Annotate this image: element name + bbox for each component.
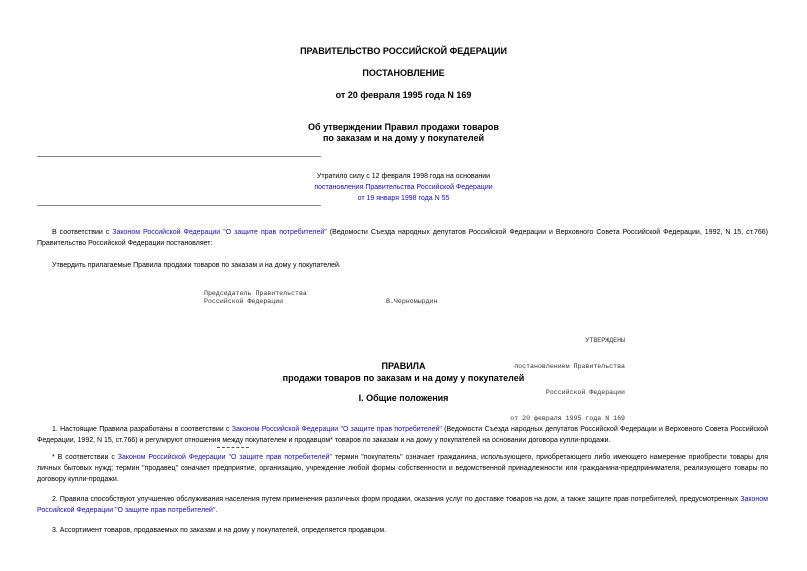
law-link-item1[interactable]: Законом Российской Федерации "О защите прав потребителей": [231, 426, 442, 433]
intro-text-after: (Ведомости Съезда народных депутатов Российской Федерации и Верховного Совета Российской Федерации, 1992, N 15, ст.766) Правительство Российской Федерации постановляет:: [37, 229, 768, 247]
title-line-1: Об утверждении Правил продажи товаров: [308, 122, 499, 132]
approved-line-4: от 20 февраля 1995 года N 169: [510, 414, 625, 422]
intro-paragraph-2: Утвердить прилагаемые Правила продажи товаров по заказам и на дому у покупателей.: [52, 262, 341, 269]
divider-bottom: [37, 205, 321, 206]
intro-paragraph-1: [37, 227, 768, 249]
status-line: Утратило силу с 12 февраля 1998 года на основании: [316, 173, 491, 180]
footnote-text-after: термин "покупатель" означает гражданина, использующего, приобретающего либо имеющего намерение приобрести товары для личных бытовых нужд; термин "продавец" означает предприятие, организацию, учреждение любой формы собственности и ведомственной принадлежности или гражданина-предпринимателя, реализующего товары по договору купли-продажи.: [37, 454, 768, 483]
divider-top: [37, 156, 321, 157]
status-link-2[interactable]: от 19 января 1998 года N 55: [357, 195, 450, 202]
law-link-intro[interactable]: Законом Российской Федерации "О защите прав потребителей": [112, 229, 327, 236]
status-link-1[interactable]: постановления Правительства Российской Федерации: [314, 184, 493, 191]
approved-line-2: постановлением Правительства: [514, 362, 625, 370]
signature-position-1: Председатель Правительства: [204, 290, 307, 297]
intro-text-before: В соответствии с: [52, 229, 113, 236]
item1-text-before: 1. Настоящие Правила разработаны в соответствии с: [52, 426, 232, 433]
item1-text-after: (Ведомости Съезда народных депутатов Российской Федерации и Верховного Совета Российской Федерации, 1992, N 15, ст.766) и регулируют отношения между покупателем и продавцом* товаров по заказам и на дому у покупателей на основании договора купли-продажи.: [37, 426, 768, 444]
rules-title: ПРАВИЛА: [381, 361, 426, 371]
approved-line-1: УТВЕРЖДЕНЫ: [585, 337, 625, 345]
org-heading: ПРАВИТЕЛЬСТВО РОССИЙСКОЙ ФЕДЕРАЦИИ: [300, 46, 507, 56]
footnote-separator: [217, 447, 249, 448]
rules-subtitle: продажи товаров по заказам и на дому у покупателей: [282, 373, 525, 383]
title-line-2: по заказам и на дому у покупателей: [323, 133, 484, 143]
rules-item-3: 3. Ассортимент товаров, продаваемых по заказам и на дому у покупателей, определяется продавцом.: [52, 527, 387, 534]
rules-item-1: [37, 424, 768, 446]
footnote: [37, 452, 768, 485]
doc-type-heading: ПОСТАНОВЛЕНИЕ: [362, 68, 445, 78]
law-link-footnote[interactable]: Законом Российской Федерации "О защите прав потребителей": [117, 454, 332, 461]
law-link-item2[interactable]: Законом Российской Федерации "О защите прав потребителей": [37, 496, 768, 514]
date-number-heading: от 20 февраля 1995 года N 169: [335, 90, 472, 100]
signature-position-2: Российской Федерации: [204, 298, 284, 305]
section-1-heading: I. Общие положения: [358, 393, 449, 403]
footnote-text-before: * В соответствии с: [52, 454, 118, 461]
rules-item-2: [37, 494, 768, 516]
approved-line-3: Российской Федерации: [545, 388, 625, 396]
item2-text-before: 2. Правила способствуют улучшению обслуживания населения путем применения различных форм продажи, оказания услуг по доставке товаров на дом, а также защите прав потребителей, предусмотренных: [52, 496, 741, 503]
item2-text-after: .: [215, 507, 218, 514]
status-block: [0, 171, 807, 204]
signature-name: В.Черномырдин: [386, 298, 438, 305]
